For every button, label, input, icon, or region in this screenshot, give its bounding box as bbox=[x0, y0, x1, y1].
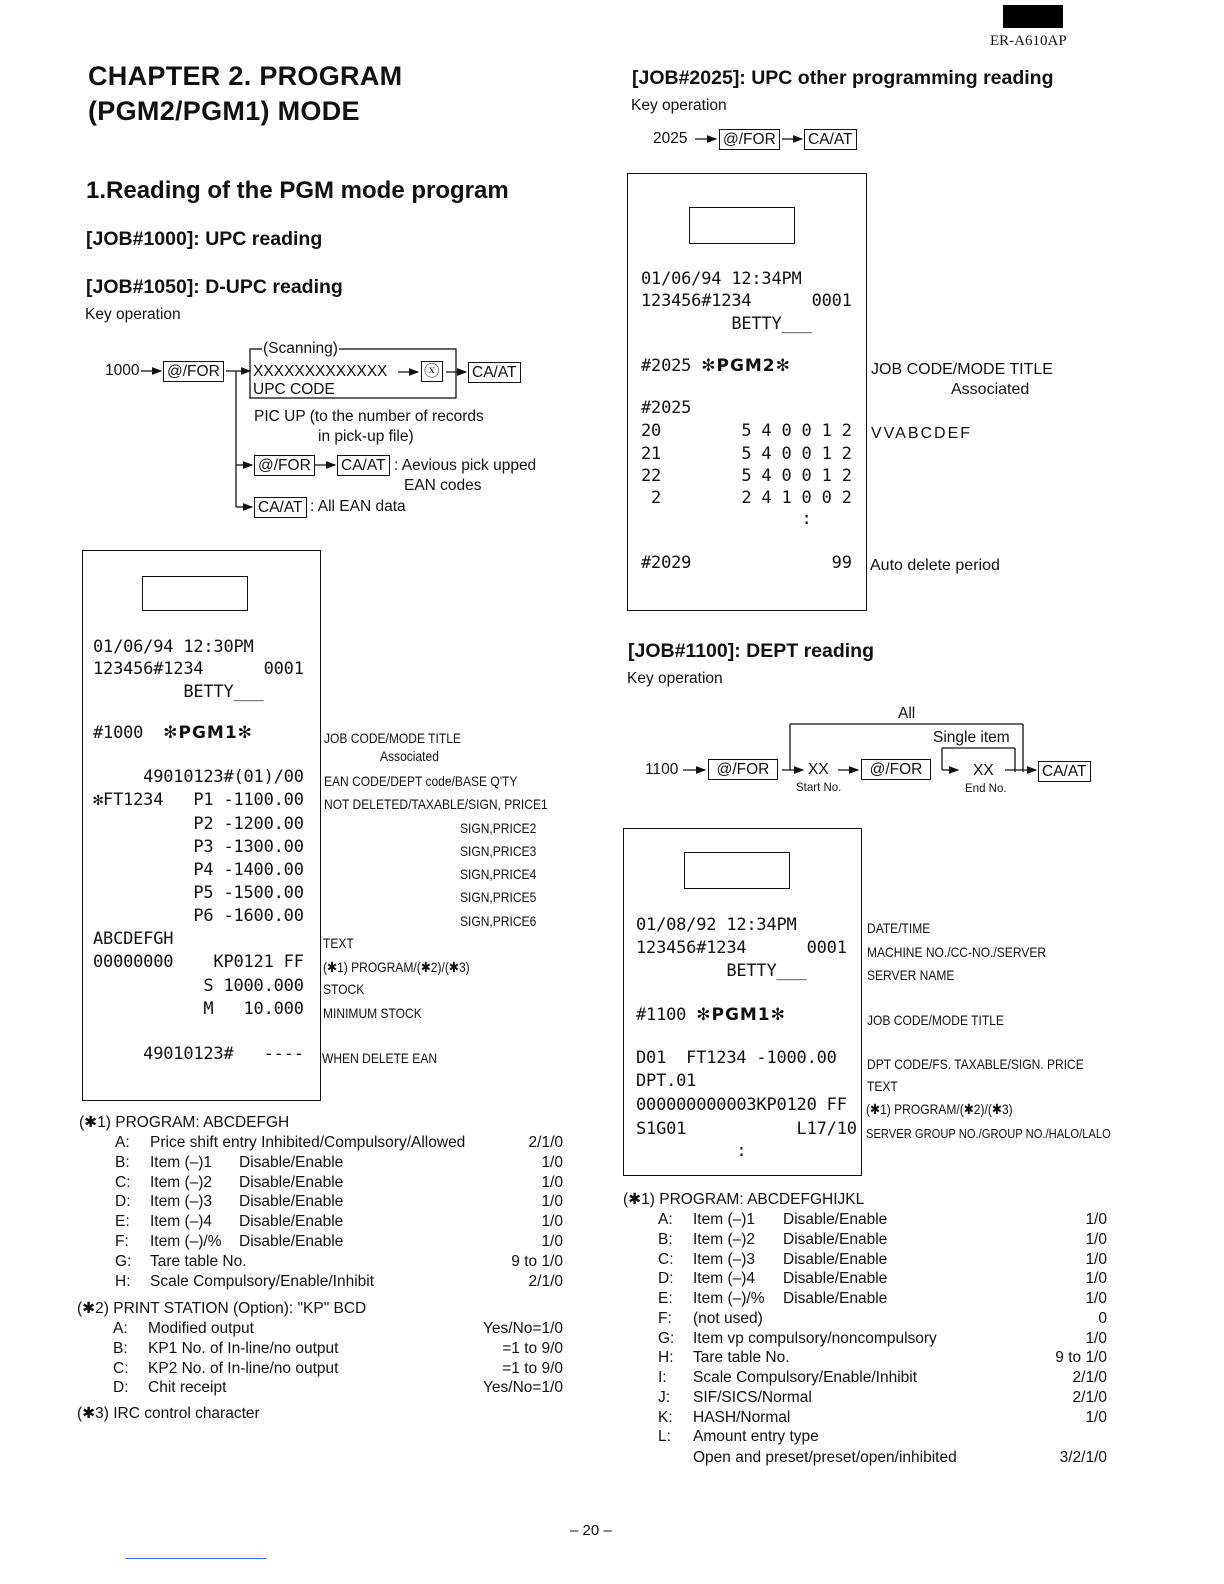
annotation-price2: SIGN,PRICE2 bbox=[460, 820, 537, 836]
pickup-note-line2: in pick-up file) bbox=[318, 428, 414, 445]
receipt-job-line bbox=[93, 723, 253, 743]
diagram2-start-code: 1100 bbox=[645, 761, 679, 778]
section-title: 1.Reading of the PGM mode program bbox=[86, 177, 509, 204]
caat-key: CA/AT bbox=[1038, 761, 1091, 782]
item-description: Item (–)4 bbox=[693, 1270, 756, 1288]
item-key: B: bbox=[658, 1230, 673, 1248]
item-description: Item (–)2 bbox=[150, 1173, 213, 1191]
item-value: 2/1/0 bbox=[528, 1134, 563, 1151]
key-operation-label: Key operation bbox=[85, 306, 181, 323]
multiply-key: ⓧ bbox=[421, 361, 443, 382]
item-description: Item (–)2 bbox=[693, 1230, 756, 1248]
item-option: Disable/Enable bbox=[783, 1230, 888, 1248]
item-description: Modified output bbox=[148, 1320, 254, 1337]
item-key: H: bbox=[658, 1349, 674, 1367]
receipt-mode-title: ✻PGM2✻ bbox=[701, 356, 791, 376]
start-number-label: Start No. bbox=[796, 782, 842, 794]
item-key: A: bbox=[658, 1211, 673, 1228]
item-description: Scale Compulsory/Enable/Inhibit bbox=[150, 1272, 375, 1290]
item-value: 9 to 1/0 bbox=[511, 1252, 563, 1270]
receipt-line: P3 -1300.00 bbox=[93, 837, 304, 857]
receipt-job-code: #2025 bbox=[641, 356, 692, 376]
receipt-line: 01/06/94 12:34PM bbox=[641, 269, 802, 289]
for-key: @/FOR bbox=[163, 361, 224, 382]
annotation-job-code: JOB CODE/MODE TITLE bbox=[871, 361, 1053, 378]
item-key: H: bbox=[115, 1272, 131, 1290]
annotation-stock: STOCK bbox=[323, 981, 365, 997]
receipt-mode-title: ✻PGM1✻ bbox=[696, 1005, 786, 1025]
footer-rule bbox=[125, 1558, 267, 1559]
start-number-field: XX bbox=[808, 761, 829, 778]
item-option: Disable/Enable bbox=[239, 1193, 344, 1211]
receipt-mode-title: ✻PGM1✻ bbox=[163, 723, 253, 743]
item-key: I: bbox=[658, 1369, 667, 1386]
item-description: Item (–)3 bbox=[693, 1250, 756, 1268]
caat-key: CA/AT bbox=[337, 455, 390, 476]
item-option: Disable/Enable bbox=[783, 1270, 888, 1288]
item-key: G: bbox=[115, 1252, 132, 1270]
chapter-title-line2: (PGM2/PGM1) MODE bbox=[88, 96, 360, 126]
item-description: KP1 No. of In-line/no output bbox=[148, 1339, 339, 1357]
annotation-program: (✱1) PROGRAM/(✱2)/(✱3) bbox=[866, 1101, 1013, 1117]
receipt-job-code: #1000 bbox=[93, 723, 144, 743]
annotation-min-stock: MINIMUM STOCK bbox=[323, 1005, 422, 1021]
annotation-price5: SIGN,PRICE5 bbox=[460, 889, 537, 905]
for-key: @/FOR bbox=[708, 759, 778, 780]
item-description: Open and preset/preset/open/inhibited bbox=[693, 1449, 957, 1466]
annotation-delete-ean: WHEN DELETE EAN bbox=[322, 1050, 438, 1066]
item-option: Disable/Enable bbox=[783, 1290, 888, 1307]
receipt-logo-box bbox=[142, 576, 248, 611]
for-key: @/FOR bbox=[861, 759, 931, 780]
item-value: 1/0 bbox=[541, 1193, 563, 1211]
item-value: 3/2/1/0 bbox=[1059, 1449, 1107, 1466]
receipt-logo-box bbox=[689, 207, 795, 244]
annotation-auto-delete: Auto delete period bbox=[870, 557, 1000, 574]
receipt-line: BETTY___ bbox=[641, 314, 812, 334]
item-key: C: bbox=[113, 1359, 129, 1377]
item-value: 9 to 1/0 bbox=[1055, 1349, 1107, 1367]
item-key: J: bbox=[658, 1388, 671, 1406]
item-value: 1/0 bbox=[541, 1213, 563, 1231]
item-value: Yes/No=1/0 bbox=[482, 1379, 563, 1397]
receipt-line: #2025 bbox=[641, 398, 692, 418]
annotation-wabcdef: VVABCDEF bbox=[871, 425, 973, 442]
item-description: Item vp compulsory/noncompulsory bbox=[693, 1329, 937, 1347]
receipt-job-line bbox=[641, 356, 791, 376]
annotation-job-code: JOB CODE/MODE TITLE bbox=[324, 730, 461, 746]
receipt-line: 123456#1234 0001 bbox=[93, 659, 304, 679]
scanning-label: (Scanning) bbox=[263, 340, 338, 357]
annotation-price6: SIGN,PRICE6 bbox=[460, 913, 537, 929]
key-operation-label: Key operation bbox=[627, 670, 723, 687]
all-ean-note: : All EAN data bbox=[310, 498, 406, 515]
receipt-job-code: #1100 bbox=[636, 1005, 687, 1025]
item-key: D: bbox=[113, 1379, 129, 1397]
item-description: Price shift entry Inhibited/Compulsory/Allowed bbox=[150, 1134, 466, 1151]
item-value: 1/0 bbox=[541, 1173, 563, 1191]
item-description: Item (–)4 bbox=[150, 1213, 213, 1231]
upc-code-digits: XXXXXXXXXXXXX bbox=[253, 363, 388, 380]
receipt-job1050 bbox=[82, 550, 321, 1101]
receipt-line: S 1000.000 bbox=[93, 976, 304, 996]
annotation-text: TEXT bbox=[323, 935, 354, 951]
receipt-line: BETTY___ bbox=[93, 682, 264, 702]
for-key: @/FOR bbox=[254, 455, 315, 476]
receipt-line: BETTY___ bbox=[636, 961, 807, 981]
job1000-title: [JOB#1000]: UPC reading bbox=[86, 228, 323, 250]
end-number-label: End No. bbox=[965, 783, 1007, 795]
item-key: K: bbox=[658, 1408, 673, 1426]
caat-key: CA/AT bbox=[254, 497, 307, 518]
item-description: HASH/Normal bbox=[693, 1408, 791, 1426]
for-key: @/FOR bbox=[719, 129, 780, 150]
caat-key: CA/AT bbox=[804, 129, 857, 150]
previous-pickup-note-2: EAN codes bbox=[404, 477, 482, 494]
annotation-not-deleted: NOT DELETED/TAXABLE/SIGN, PRICE1 bbox=[324, 796, 548, 812]
annotation-associated: Associated bbox=[380, 748, 439, 764]
job1050-title: [JOB#1050]: D-UPC reading bbox=[86, 276, 343, 298]
item-description: Tare table No. bbox=[693, 1349, 790, 1367]
receipt-job-line bbox=[636, 1005, 786, 1025]
item-key: L: bbox=[658, 1428, 671, 1446]
receipt-line: #2029 99 bbox=[641, 553, 852, 573]
annotation-associated: Associated bbox=[951, 381, 1030, 398]
item-value: 2/1/0 bbox=[1072, 1369, 1107, 1386]
item-key: F: bbox=[658, 1309, 672, 1327]
annotation-server-name: SERVER NAME bbox=[867, 967, 955, 983]
item-key: B: bbox=[113, 1339, 128, 1357]
program1-title: (✱1) PROGRAM: ABCDEFGH bbox=[79, 1114, 290, 1131]
pickup-note-line1: PIC UP (to the number of records bbox=[254, 408, 484, 425]
annotation-ean: EAN CODE/DEPT code/BASE Q'TY bbox=[324, 773, 518, 789]
diagram1-start-code: 1000 bbox=[105, 362, 140, 379]
annotation-program: (✱1) PROGRAM/(✱2)/(✱3) bbox=[323, 959, 470, 975]
receipt-line: : bbox=[641, 509, 812, 529]
item-description: Item (–)1 bbox=[693, 1211, 756, 1228]
item-value: 1/0 bbox=[1085, 1230, 1107, 1248]
receipt-line: 01/08/92 12:34PM bbox=[636, 915, 797, 935]
item-value: 1/0 bbox=[1085, 1329, 1107, 1347]
item-key: A: bbox=[115, 1134, 130, 1151]
receipt-line: P2 -1200.00 bbox=[93, 814, 304, 834]
program1100-title: (✱1) PROGRAM: ABCDEFGHIJKL bbox=[623, 1191, 865, 1208]
receipt-line: 01/06/94 12:30PM bbox=[93, 637, 254, 657]
key-operation-label: Key operation bbox=[631, 97, 727, 114]
receipt-logo-box bbox=[684, 852, 790, 889]
caat-key: CA/AT bbox=[468, 362, 521, 383]
receipt-line: 000000000003KP0120 FF bbox=[636, 1095, 847, 1115]
receipt-line: 22 5 4 0 0 1 2 bbox=[641, 466, 852, 486]
item-key: D: bbox=[658, 1270, 674, 1288]
item-description: Tare table No. bbox=[150, 1252, 247, 1270]
receipt-line: 21 5 4 0 0 1 2 bbox=[641, 444, 852, 464]
receipt-line: : bbox=[636, 1141, 747, 1161]
receipt-line: 123456#1234 0001 bbox=[636, 938, 847, 958]
item-description: Item (–)/% bbox=[693, 1290, 765, 1307]
page-number: – 20 – bbox=[570, 1522, 612, 1539]
annotation-text: TEXT bbox=[867, 1078, 898, 1094]
item-value: 1/0 bbox=[541, 1153, 563, 1171]
item-value: 2/1/0 bbox=[528, 1272, 563, 1290]
item-description: Chit receipt bbox=[148, 1379, 227, 1397]
item-option: Disable/Enable bbox=[239, 1153, 344, 1171]
item-value: 1/0 bbox=[1085, 1250, 1107, 1268]
receipt-line: P5 -1500.00 bbox=[93, 883, 304, 903]
item-value: =1 to 9/0 bbox=[502, 1359, 563, 1377]
item-option: Disable/Enable bbox=[239, 1173, 344, 1191]
item-value: 1/0 bbox=[1085, 1270, 1107, 1288]
item-key: C: bbox=[658, 1250, 674, 1268]
job2025-title: [JOB#2025]: UPC other programming reading bbox=[632, 67, 1054, 89]
item-option: Disable/Enable bbox=[783, 1250, 888, 1268]
upc-code-label: UPC CODE bbox=[253, 381, 335, 398]
program3-title: (✱3) IRC control character bbox=[77, 1405, 260, 1422]
job2025-start-code: 2025 bbox=[653, 130, 688, 147]
end-number-field: XX bbox=[973, 762, 994, 779]
receipt-job1100 bbox=[623, 828, 862, 1176]
diagram2-single-item-label: Single item bbox=[933, 729, 1010, 746]
annotation-job-code: JOB CODE/MODE TITLE bbox=[867, 1012, 1004, 1028]
diagram2-all-label: All bbox=[898, 705, 916, 722]
item-option: Disable/Enable bbox=[783, 1211, 888, 1228]
item-value: 1/0 bbox=[1085, 1211, 1107, 1228]
receipt-line: M 10.000 bbox=[93, 999, 304, 1019]
receipt-line: ✻FT1234 P1 -1100.00 bbox=[93, 790, 304, 810]
item-value: 0 bbox=[1098, 1309, 1107, 1327]
item-option: Disable/Enable bbox=[239, 1213, 344, 1231]
receipt-line: P4 -1400.00 bbox=[93, 860, 304, 880]
item-key: E: bbox=[115, 1213, 130, 1231]
item-value: 1/0 bbox=[1085, 1408, 1107, 1426]
item-key: F: bbox=[115, 1233, 129, 1250]
previous-pickup-note: : Aevious pick upped bbox=[394, 457, 537, 474]
item-key: A: bbox=[113, 1320, 128, 1337]
receipt-line: 49010123# ---- bbox=[93, 1044, 304, 1064]
item-description: Amount entry type bbox=[693, 1428, 819, 1446]
item-description: Scale Compulsory/Enable/Inhibit bbox=[693, 1369, 918, 1386]
item-description: KP2 No. of In-line/no output bbox=[148, 1359, 339, 1377]
receipt-job2025 bbox=[627, 173, 867, 611]
receipt-line: 20 5 4 0 0 1 2 bbox=[641, 421, 852, 441]
annotation-datetime: DATE/TIME bbox=[867, 920, 931, 936]
receipt-line: 2 2 4 1 0 0 2 bbox=[641, 488, 852, 508]
annotation-machine: MACHINE NO./CC-NO./SERVER bbox=[867, 944, 1047, 960]
item-key: E: bbox=[658, 1290, 673, 1307]
item-value: =1 to 9/0 bbox=[502, 1339, 563, 1357]
item-option: Disable/Enable bbox=[239, 1233, 344, 1250]
annotation-dpt: DPT CODE/FS. TAXABLE/SIGN. PRICE bbox=[867, 1056, 1084, 1072]
item-description: Item (–)/% bbox=[150, 1233, 222, 1250]
receipt-line: S1G01 L17/10 bbox=[636, 1119, 857, 1139]
item-description: SIF/SICS/Normal bbox=[693, 1388, 812, 1406]
item-value: 2/1/0 bbox=[1072, 1388, 1107, 1406]
annotation-price4: SIGN,PRICE4 bbox=[460, 866, 537, 882]
receipt-line: D01 FT1234 -1000.00 bbox=[636, 1048, 837, 1068]
chapter-title-line1: CHAPTER 2. PROGRAM bbox=[88, 61, 403, 91]
receipt-line: DPT.01 bbox=[636, 1071, 697, 1091]
receipt-line: 123456#1234 0001 bbox=[641, 291, 852, 311]
item-key: C: bbox=[115, 1173, 131, 1191]
item-key: D: bbox=[115, 1193, 131, 1211]
receipt-line: ABCDEFGH bbox=[93, 929, 174, 949]
receipt-line: 00000000 KP0121 FF bbox=[93, 952, 304, 972]
receipt-line: 49010123#(01)/00 bbox=[93, 767, 304, 787]
receipt-line: P6 -1600.00 bbox=[93, 906, 304, 926]
item-key: B: bbox=[115, 1153, 130, 1171]
model-number: ER-A610AP bbox=[990, 33, 1067, 49]
annotation-price3: SIGN,PRICE3 bbox=[460, 843, 537, 859]
item-description: (not used) bbox=[693, 1309, 763, 1327]
item-description: Item (–)3 bbox=[150, 1193, 213, 1211]
item-value: 1/0 bbox=[541, 1233, 563, 1250]
item-value: 1/0 bbox=[1085, 1290, 1107, 1307]
item-key: G: bbox=[658, 1329, 675, 1347]
item-description: Item (–)1 bbox=[150, 1153, 213, 1171]
program2-title: (✱2) PRINT STATION (Option): "KP" BCD bbox=[77, 1300, 367, 1317]
annotation-group: SERVER GROUP NO./GROUP NO./HALO/LALO bbox=[866, 1126, 1111, 1141]
job1100-title: [JOB#1100]: DEPT reading bbox=[628, 640, 874, 662]
item-value: Yes/No=1/0 bbox=[482, 1320, 563, 1337]
